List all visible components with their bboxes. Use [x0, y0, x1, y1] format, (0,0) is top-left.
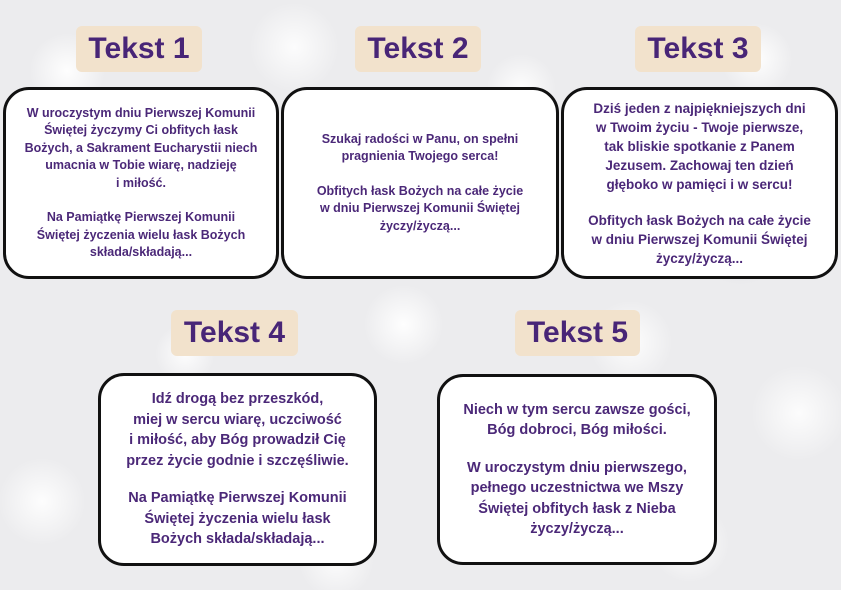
tekst-2-paragraph-2: Obfitych łask Bożych na całe życie w dniu Pierwszej Komunii Świętej życzy/życzą...: [316, 183, 524, 233]
tekst-1-paragraph-1: W uroczystym dniu Pierwszej Komunii Świętej życzymy Ci obfitych łask Bożych, a Sakrament Eucharystii niech umacnia w Tobie wiarę, nadzieję i miłość.: [24, 105, 258, 190]
tekst-1-label: Tekst 1: [76, 26, 202, 72]
tekst-5-label: Tekst 5: [515, 310, 640, 356]
tekst-2-card: [281, 87, 559, 279]
tekst-5-paragraph-2: W uroczystym dniu pierwszego, pełnego uczestnictwa we Mszy Świętej obfitych łask z Nieba życzy/życzą...: [467, 459, 687, 537]
tekst-4-paragraph-2: Na Pamiątkę Pierwszej Komunii Świętej życzenia wielu łask Bożych składa/składają...: [128, 490, 347, 548]
tekst-3-label: Tekst 3: [635, 26, 761, 72]
tekst-4-label: Tekst 4: [171, 310, 298, 356]
tekst-3-paragraph-1: Dziś jeden z najpiękniejszych dni w Twoim życiu - Twoje pierwsze, tak bliskie spotkanie z Panem Jezusem. Zachowaj ten dzień głęboko w pamięci i w sercu!: [593, 100, 806, 192]
tekst-5-paragraph-1: Niech w tym sercu zawsze gości, Bóg dobroci, Bóg miłości.: [463, 401, 691, 438]
tekst-1-card: [3, 87, 279, 279]
tekst-2-paragraph-1: Szukaj radości w Panu, on spełni pragnienia Twojego serca!: [321, 131, 519, 164]
tekst-3-card: [561, 87, 838, 279]
tekst-5-card: [437, 374, 717, 565]
tekst-3-paragraph-2: Obfitych łask Bożych na całe życie w dniu Pierwszej Komunii Świętej życzy/życzą...: [588, 212, 811, 266]
tekst-1-paragraph-2: Na Pamiątkę Pierwszej Komunii Świętej życzenia wielu łask Bożych składa/składają...: [36, 210, 246, 259]
tekst-2-label: Tekst 2: [355, 26, 481, 72]
tekst-4-card: [98, 373, 377, 566]
tekst-4-paragraph-1: Idź drogą bez przeszkód, miej w sercu wiarę, uczciwość i miłość, aby Bóg prowadził Cię przez życie godnie i szczęśliwie.: [126, 391, 349, 469]
